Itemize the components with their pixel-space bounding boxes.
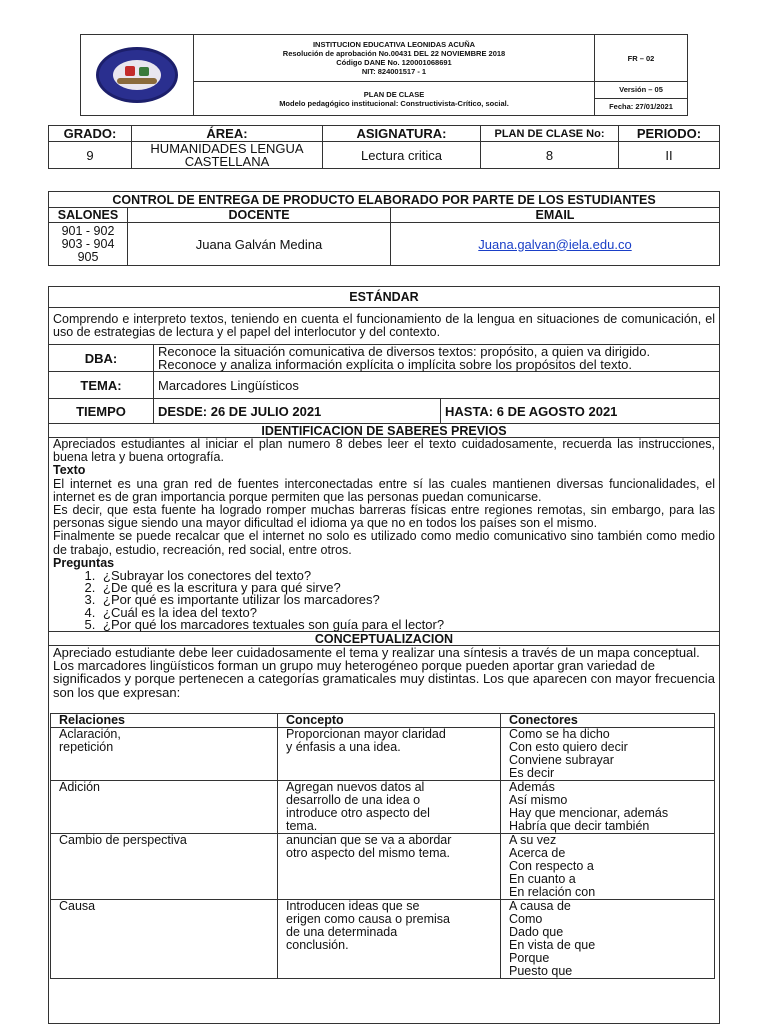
delivery-control-table (48, 191, 720, 266)
conectores-line: Además (509, 779, 555, 794)
tema-value: Marcadores Lingüísticos (154, 372, 720, 399)
institution-info (194, 35, 595, 82)
relacion-cell (51, 780, 278, 833)
grado-value: 9 (49, 142, 132, 169)
concepto-cell (278, 727, 501, 780)
conectores-line: En cuanto a (509, 871, 576, 886)
conectores-line: A causa de (509, 898, 571, 913)
concepto-line: Introducen ideas que se (286, 898, 420, 913)
conectores-line: Conviene subrayar (509, 752, 614, 767)
relacion-line: Adición (59, 779, 100, 794)
salon-group: 903 - 904 (61, 236, 115, 251)
periodo-header: PERIODO: (619, 126, 720, 142)
conectores-cell (501, 899, 715, 978)
relacion-cell (51, 899, 278, 978)
dba-text (154, 345, 720, 372)
institution-logo (96, 47, 178, 103)
texto-paragraph: Finalmente se puede recalcar que el internet no solo es utilizado como medio comunicativo sino también como medio de trabajo, estudio, recreación, red social, entre otros. (53, 529, 715, 557)
institution-name: INSTITUCION EDUCATIVA LEONIDAS ACUÑA (312, 40, 476, 49)
pregunta-item: 4. ¿Cuál es la idea del texto? (99, 607, 715, 619)
concepto-header: Concepto (278, 713, 501, 727)
plan-info (194, 82, 595, 116)
saberes-intro: Apreciados estudiantes al iniciar el plan numero 8 debes leer el texto cuidadosamente, recuerda las instrucciones, buena letra y buena ortografía. (53, 437, 715, 465)
salones-header: SALONES (49, 208, 128, 223)
asignatura-value: Lectura critica (323, 142, 481, 169)
relacion-line: Aclaración, (59, 726, 121, 741)
relacion-line: Cambio de perspectiva (59, 832, 187, 847)
concepto-line: introduce otro aspecto del (286, 805, 430, 820)
area-header: ÁREA: (132, 126, 323, 142)
pedagogical-model: Modelo pedagógico institucional: Constructivista-Crítico, social. (279, 98, 509, 108)
dba-label: DBA: (49, 345, 154, 372)
conectores-cell (501, 727, 715, 780)
saberes-title: IDENTIFICACION DE SABERES PREVIOS (49, 424, 720, 438)
conceptualizacion-title: CONCEPTUALIZACION (49, 632, 720, 646)
conectores-header: Conectores (501, 713, 715, 727)
relacion-line: repetición (59, 739, 114, 754)
pregunta-item: 3. ¿Por qué es importante utilizar los marcadores? (99, 594, 715, 606)
estandar-text: Comprendo e interpreto textos, teniendo en cuenta el funcionamiento de la lengua en situaciones de comunicación, el uso de estrategias de lectura y el papel del interlocutor y del contexto. (49, 308, 720, 345)
conectores-cell (501, 833, 715, 899)
conectores-line: Puesto que (509, 963, 573, 978)
conectores-line: Es decir (509, 765, 555, 780)
plan-title: PLAN DE CLASE (363, 89, 425, 99)
conectores-line: Como se ha dicho (509, 726, 610, 741)
periodo-value: II (619, 142, 720, 169)
preguntas-list (53, 570, 715, 631)
conectores-line: Acerca de (509, 845, 566, 860)
date: Fecha: 27/01/2021 (609, 102, 673, 111)
conceptualizacion-instruction: Apreciado estudiante debe leer cuidadosamente el tema y realizar una síntesis a través de un mapa conceptual. (53, 645, 700, 661)
tiempo-hasta: HASTA: 6 DE AGOSTO 2021 (441, 399, 720, 424)
docente-header: DOCENTE (128, 208, 391, 223)
area-value: HUMANIDADES LENGUA CASTELLANA (132, 142, 323, 169)
pregunta-item: 5. ¿Por qué los marcadores textuales son guía para el lector? (99, 619, 715, 631)
email-value[interactable] (391, 223, 720, 266)
concepto-line: y énfasis a una idea. (286, 739, 401, 754)
concepto-line: erigen como causa o premisa (286, 911, 450, 926)
plan-header: PLAN DE CLASE No: (481, 126, 619, 142)
relations-row (51, 899, 715, 978)
relacion-line: Causa (59, 898, 96, 913)
tiempo-label: TIEMPO (49, 399, 154, 424)
relacion-cell (51, 727, 278, 780)
conectores-line: Dado que (509, 924, 564, 939)
conectores-line: En relación con (509, 884, 596, 899)
estandar-title: ESTÁNDAR (49, 287, 720, 308)
relaciones-header: Relaciones (51, 713, 278, 727)
form-code: FR – 02 (595, 35, 688, 82)
concepto-cell (278, 899, 501, 978)
texto-label: Texto (53, 463, 86, 478)
concepto-line: desarrollo de una idea o (286, 792, 421, 807)
dba-line: Reconoce la situación comunicativa de diversos textos: propósito, a quien va dirigido. (158, 344, 651, 359)
plan-value: 8 (481, 142, 619, 169)
pregunta-item: 2. ¿De qué es la escritura y para qué sirve? (99, 582, 715, 594)
docente-value: Juana Galván Medina (128, 223, 391, 266)
conectores-line: Hay que mencionar, además (509, 805, 669, 820)
version: Versión – 05 (595, 82, 687, 99)
class-info-table (48, 125, 720, 169)
relations-row (51, 780, 715, 833)
conectores-line: Así mismo (509, 792, 568, 807)
email-link[interactable]: Juana.galvan@iela.edu.co (478, 236, 632, 252)
version-cell (595, 82, 688, 116)
relations-table (50, 713, 715, 979)
concepto-line: otro aspecto del mismo tema. (286, 845, 450, 860)
asignatura-header: ASIGNATURA: (323, 126, 481, 142)
concepto-line: tema. (286, 818, 318, 833)
pregunta-item: 1. ¿Subrayar los conectores del texto? (99, 570, 715, 582)
conceptualizacion-text: Los marcadores lingüísticos forman un grupo muy heterogéneo porque pueden aportar gran variedad de significados y porque pertenecen a categorías gramaticales muy distintas. Los que aparecen con mayor frecuencia son los que expresan: (53, 658, 715, 700)
conectores-line: Porque (509, 950, 550, 965)
conectores-line: Con respecto a (509, 858, 594, 873)
conectores-cell (501, 780, 715, 833)
plan-body-table (48, 286, 720, 1024)
concepto-line: Agregan nuevos datos al (286, 779, 425, 794)
concepto-cell (278, 833, 501, 899)
concepto-line: conclusión. (286, 937, 349, 952)
texto-paragraph: Es decir, que esta fuente ha logrado romper muchas barreras físicas entre regiones remotas, sin embargo, para las personas sigue siendo una mayor dificultad el idioma ya que no en todos los países son el mismo. (53, 503, 715, 531)
relations-row (51, 727, 715, 780)
resolution: Resolución de aprobación No.00431 DEL 22 NOVIEMBRE 2018 (282, 49, 506, 58)
conectores-line: A su vez (509, 832, 557, 847)
dba-line: Reconoce y analiza información explícita o implícita sobre los propósitos del texto. (158, 357, 633, 372)
salones-value (49, 223, 128, 266)
conectores-line: Con esto quiero decir (509, 739, 628, 754)
nit: NIT: 824001517 - 1 (361, 67, 427, 76)
conectores-line: Como (509, 911, 543, 926)
concepto-line: anuncian que se va a abordar (286, 832, 452, 847)
relacion-cell (51, 833, 278, 899)
email-header: EMAIL (391, 208, 720, 223)
texto-paragraph: El internet es una gran red de fuentes interconectadas entre sí las cuales mantienen diversas funcionalidades, el internet es de gran importancia porque permiten que las personas puedan comunicarse. (53, 476, 715, 504)
relations-row (51, 833, 715, 899)
preguntas-label: Preguntas (53, 555, 115, 570)
control-title: CONTROL DE ENTREGA DE PRODUCTO ELABORADO POR PARTE DE LOS ESTUDIANTES (49, 192, 720, 208)
concepto-line: Proporcionan mayor claridad (286, 726, 446, 741)
tema-label: TEMA: (49, 372, 154, 399)
logo-cell (81, 35, 194, 116)
salon-group: 901 - 902 (61, 223, 115, 238)
saberes-body (49, 438, 720, 632)
conceptualizacion-body (49, 646, 720, 1024)
conectores-line: Habría que decir también (509, 818, 650, 833)
dane-code: Código DANE No. 120001068691 (336, 58, 452, 67)
conectores-line: En vista de que (509, 937, 596, 952)
document-header (80, 34, 688, 116)
concepto-line: de una determinada (286, 924, 398, 939)
tiempo-desde: DESDE: 26 DE JULIO 2021 (154, 399, 441, 424)
salon-group: 905 (77, 249, 99, 264)
concepto-cell (278, 780, 501, 833)
grado-header: GRADO: (49, 126, 132, 142)
